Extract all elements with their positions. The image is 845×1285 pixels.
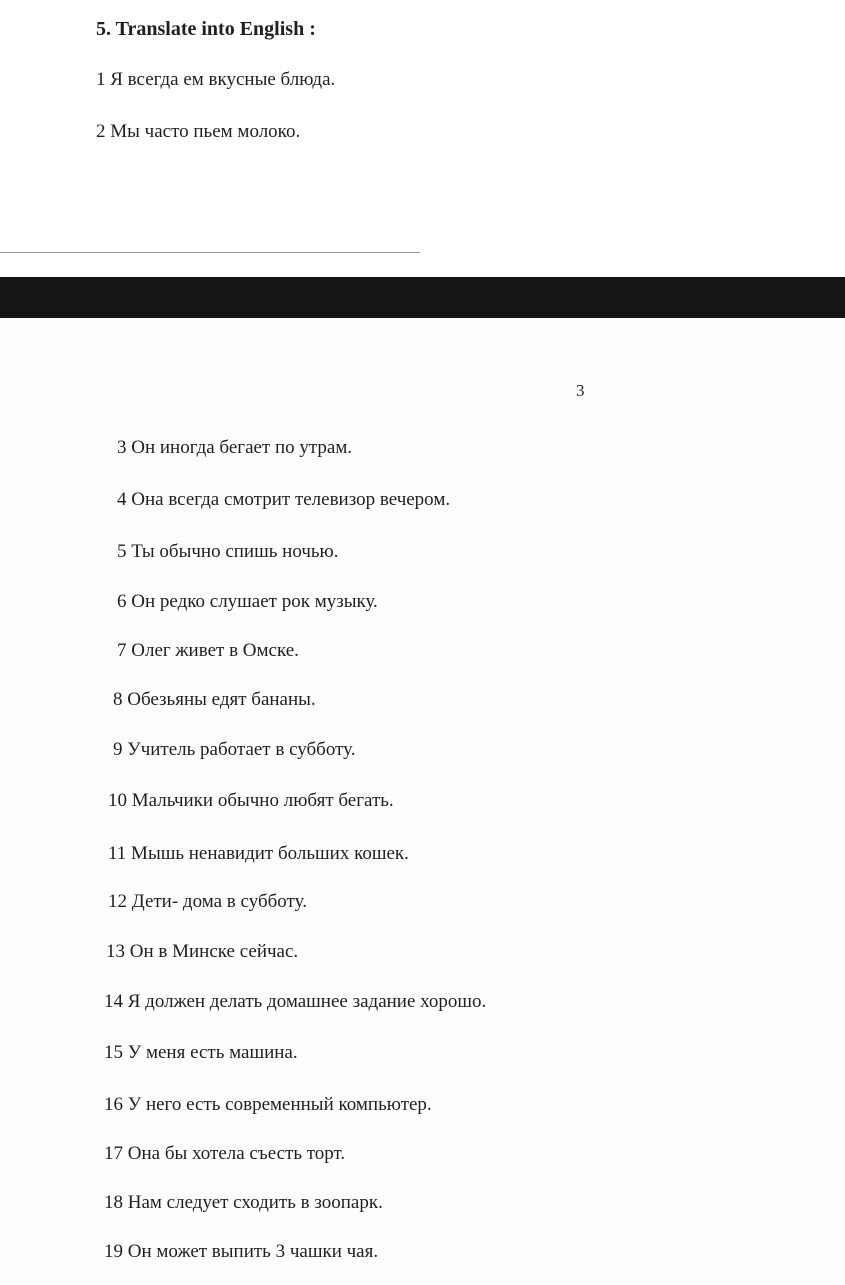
- sentence-8: 8 Обезьяны едят бананы.: [113, 689, 316, 710]
- sentence-15: 15 У меня есть машина.: [104, 1042, 298, 1063]
- sentence-13: 13 Он в Минске сейчас.: [106, 941, 299, 962]
- sentence-11: 11 Мышь ненавидит больших кошек.: [108, 843, 409, 864]
- sentence-1: 1 Я всегда ем вкусные блюда.: [96, 69, 336, 90]
- sentence-10: 10 Мальчики обычно любят бегать.: [108, 790, 394, 811]
- sentence-4: 4 Она всегда смотрит телевизор вечером.: [117, 489, 451, 510]
- sentence-17: 17 Она бы хотела съесть торт.: [104, 1143, 346, 1164]
- sentence-5: 5 Ты обычно спишь ночью.: [117, 541, 339, 562]
- sentence-9: 9 Учитель работает в субботу.: [113, 739, 356, 760]
- sentence-2: 2 Мы часто пьем молоко.: [96, 121, 301, 142]
- sentence-19: 19 Он может выпить 3 чашки чая.: [104, 1241, 379, 1262]
- task-heading: 5. Translate into English :: [96, 18, 316, 40]
- sentence-14: 14 Я должен делать домашнее задание хорошо.: [104, 991, 487, 1012]
- sentence-18: 18 Нам следует сходить в зоопарк.: [104, 1192, 383, 1213]
- sentence-6: 6 Он редко слушает рок музыку.: [117, 591, 378, 612]
- scan-divider-bar: [0, 277, 845, 318]
- page-number: 3: [576, 381, 585, 400]
- sentence-16: 16 У него есть современный компьютер.: [104, 1094, 432, 1115]
- sentence-12: 12 Дети- дома в субботу.: [108, 891, 307, 912]
- sentence-3: 3 Он иногда бегает по утрам.: [117, 437, 353, 458]
- page-edge-line: [0, 252, 420, 253]
- sentence-7: 7 Олег живет в Омске.: [117, 640, 299, 661]
